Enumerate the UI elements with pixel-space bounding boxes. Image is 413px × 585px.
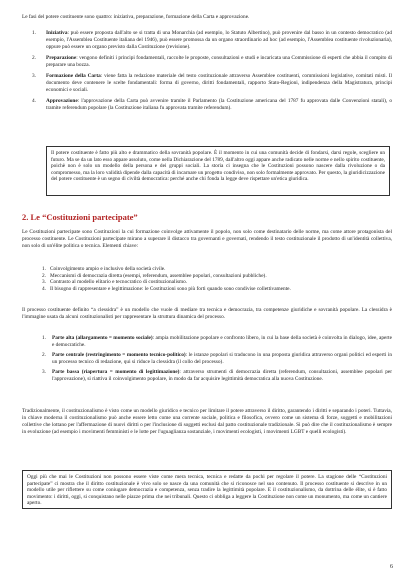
summary-box-power: Il potere costituente è fatto più alto e drammatico della sovranità popolare. È il momento in cui una comunità decide di fondarsi, darsi regole, scegliere un futuro. Ma se da un lato esso appare assoluto, come nella Dichiarazione del 1789, dall'altro oggi appare anche radicato nelle norme e nello spirito costituente, poichè non è solo un modello della persona e dei gruppi sociali. La storia ci insegna che le Costituzioni possono nascere dalla rivoluzione o da compromesso, ma la loro validità dipende dalla capacità di incarnare un progetto condiviso, non solo formalmente approvato. Per questo, la giuridicizzazione del potere costituente è un segno di civiltà democratica: perché anche chi fonda la legge deve rispettare un'etica giuridica. — [46, 146, 390, 196]
list-item — [32, 30, 392, 51]
list-item — [42, 286, 392, 293]
item-number: 4. — [42, 286, 46, 293]
list-item — [42, 335, 392, 349]
list-item — [42, 273, 392, 280]
constitutionalism-paragraph: Tradizionalmente, il costituzionalismo è visto come un modello giuridico e tecnico per limitare il potere attraverso il diritto, garantendo i diritti e separando i poteri. Tuttavia, in chiave moderna il costituzionalismo può anche essere letto come una corrente sociale, politica e filosofica, ovvero come un sistema di forze, soggetti e mobilitazioni collettive che lottano per l'affermazione di nuovi diritti o per l'inclusione di soggetti esclusi dal patto costituzionale tradizionale. Si può dire che il costituzionalismo è sempre in evoluzione (ad esempio i movimenti femministi e le lotte per l'uguaglianza sostanziale, i movimenti ecologisti, i movimenti LGBT e quelli ecologisti). — [22, 408, 392, 435]
item-number: 4. — [32, 98, 36, 104]
list-item — [42, 266, 392, 273]
item-number: 1. — [42, 335, 46, 341]
hourglass-paragraph: Il processo costituente definito “a clessidra” è un modello che vuole di mediare tra tecnica e democrazia, tra competenze giuridiche e sovranità popolare. La clessidra è l'immagine usata da alcuni costituzionalisti per rappresentare la struttura dinamica del processo. — [22, 307, 392, 320]
item-text: : può essere proposta dall'alto se si tratta di una Monarchia (ad esempio, lo Statuto Albertino), può provenire dal basso in un contesto democratico (ad esempio, l'Assemblea Costituente italiana del 1946), può essere promossa da un organo straordinario ad hoc (ad esempio, l'Assemblea costituente rivoluzionaria), oppure può essere un organo previsto dalla Costituzione (revisione). — [46, 30, 392, 50]
key-elements-list — [42, 266, 392, 293]
list-item — [32, 55, 392, 69]
list-item — [32, 73, 392, 94]
section-heading: 2. Le “Costituzioni partecipate” — [22, 212, 138, 222]
item-title: Parte centrale (restringimento = momento tecnico-politico) — [52, 352, 186, 358]
item-text: : vengono definiti i principi fondamentali, raccolte le proposte, consultazioni e studi e incaricata una Commissione di esperti che abbia il compito di preparare una bozza. — [46, 55, 392, 68]
summary-box-conclusion: Oggi più che mai le Costituzioni non possono essere viste come mera tecnica, tecnica e redatte da pochi per regolare il potere. La stagione delle “Costituzioni partecipate” ci mostra che il diritto costituzionale è vivo solo se nasce da una comunità che si riconosce nel suo contenuto. Il processo costituente si descrive in un modello utile per riflettere su come coniugare democrazia e competenza, senza tradire la legittimità popolare. E il costituzionalismo, da dottrina delle élite, si è fatto movimento: i diritti, oggi, si conquistano nelle piazze prima che nei tribunali. Questo ci obbliga a leggere la Costituzione non come un monumento, ma come un cantiere aperto. — [22, 470, 392, 509]
item-text: : le istanze popolari si traducono in una proposta giuridica attraverso organi politici ed esperti in un processo tecnico di redazione, qui si riduce la clessidra (il collo del processo). — [52, 352, 392, 365]
list-item — [42, 352, 392, 366]
item-text: Meccanismi di democrazia diretta (esempi, referendum, assemblee popolari, consultazioni pubbliche). — [50, 272, 267, 279]
item-title: Preparazione — [46, 55, 77, 61]
item-title: Formazione della Carta — [46, 73, 101, 79]
intro-paragraph: Le fasi del potere costituente sono quattro: iniziativa, preparazione, formazione della Carta e approvazione. — [22, 14, 250, 20]
item-text: Coinvolgimento ampio e inclusivo della società civile. — [50, 266, 166, 272]
item-number: 1. — [42, 266, 46, 272]
item-text: : viene fatta la redazione materiale del testo costituzionale attraverso Assemblee costituenti, commissioni legislative, comitati misti. Il documento deve contenere le scelte fondamentali: forma di governo, diritti fondamentali, rapporto Stato-Regioni, indipendenza della Magistratura, principi economici e sociali. — [46, 73, 392, 93]
hourglass-parts-list — [42, 335, 392, 386]
item-text: : ampia mobilitazione popolare e confronto libero, in cui la base della società è coinvolta in dialogo, idee, aperte e democratiche. — [52, 335, 392, 348]
page-number: 6 — [390, 564, 393, 570]
item-number: 2. — [32, 55, 36, 61]
item-text: : attraverso strumenti di democrazia diretta (referendum, consultazioni, assemblee popolari per l'approvazione), si riattiva il coinvolgimento popolare, in modo da far acquisire legittimità democratica alla nuova Costituzione. — [52, 369, 393, 382]
item-text: Il bisogno di rappresentare e legittimazione: le Costituzioni sono più forti quando sono condivise collettivamente. — [50, 286, 291, 293]
list-item — [42, 369, 392, 383]
item-number: 2. — [42, 352, 46, 358]
item-number: 3. — [42, 369, 46, 375]
item-title: Parte bassa (riapertura = momento di legittimazione) — [52, 369, 180, 375]
item-text: : l'approvazione della Carta può avvenire tramite il Parlamento (la Costituzione americana del 1787 fu approvata dalle Convenzioni statali), o tramite referendum popolare (la Costituzione italiana fu approvata tramite referendum). — [46, 98, 392, 111]
item-number: 1. — [32, 30, 36, 36]
phases-list — [22, 30, 392, 116]
item-title: Approvazione — [46, 98, 78, 104]
item-number: 3. — [32, 73, 36, 79]
item-title: Parte alta (allargamento = momento sociale) — [52, 335, 153, 341]
item-number: 3. — [42, 279, 46, 286]
participatory-constitutions-paragraph: Le Costituzioni partecipate sono Costituzioni la cui formazione coinvolge attivamente il popolo, non solo come destinatario delle norme, ma come attore protagonista del processo costituente. Le Costituzioni partecipate mirano a superare il distacco tra governanti e governati, rendendo il testo costituzionale il prodotto di un'identità collettiva, non solo di un'élite politica o tecnica. Elementi chiave: — [22, 229, 392, 249]
item-title: Iniziativa — [46, 30, 68, 36]
list-item — [32, 98, 392, 112]
item-text: Contrasto al modello elitario e tecnocratico di costituzionalismo. — [50, 279, 188, 286]
item-number: 2. — [42, 272, 46, 279]
